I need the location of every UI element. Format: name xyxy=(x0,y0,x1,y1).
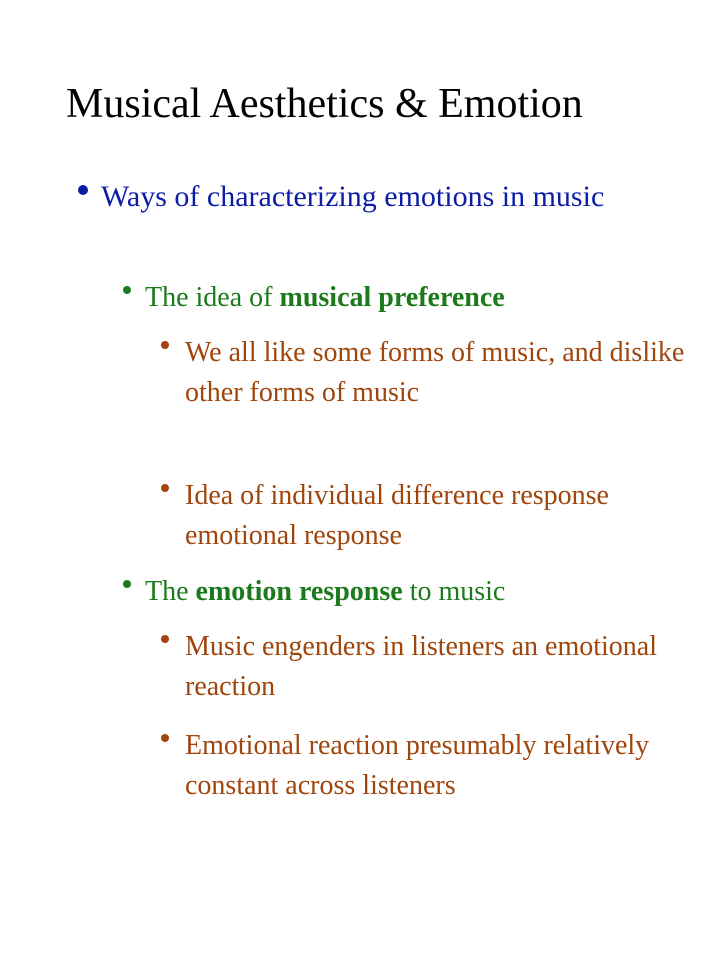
bullet-text: We all like some forms of music, and dislike other forms of music xyxy=(185,337,685,408)
bullet-level2-preference xyxy=(145,278,665,318)
bullet-text: Emotional reaction presumably relatively constant across listeners xyxy=(185,730,650,801)
bullet-text-emphasis: emotion response xyxy=(195,576,403,607)
bullet-text: Music engenders in listeners an emotional reaction xyxy=(185,631,657,702)
bullet-dot-icon xyxy=(78,185,88,195)
bullet-dot-icon xyxy=(161,484,169,492)
bullet-dot-icon xyxy=(161,734,169,742)
bullet-level3-constant xyxy=(185,726,685,806)
bullet-text-pre: The xyxy=(145,576,196,607)
bullet-text-post: to music xyxy=(402,576,506,607)
bullet-dot-icon xyxy=(161,341,169,349)
bullet-text xyxy=(145,572,665,612)
bullet-text: Ways of characterizing emotions in music xyxy=(101,180,605,213)
bullet-level2-emotion-response xyxy=(145,572,665,612)
bullet-text-pre: The idea of xyxy=(145,282,280,313)
bullet-level1-ways xyxy=(101,176,661,218)
bullet-text-emphasis: musical preference xyxy=(279,282,505,313)
bullet-dot-icon xyxy=(161,635,169,643)
bullet-text xyxy=(145,278,665,318)
bullet-level3-engenders xyxy=(185,627,685,707)
bullet-dot-icon xyxy=(123,286,131,294)
bullet-level3-like-forms xyxy=(185,333,685,413)
bullet-text: Idea of individual difference response emotional response xyxy=(185,480,609,551)
bullet-dot-icon xyxy=(123,580,131,588)
slide-title: Musical Aesthetics & Emotion xyxy=(66,81,583,127)
bullet-level3-individual-difference xyxy=(185,476,685,556)
